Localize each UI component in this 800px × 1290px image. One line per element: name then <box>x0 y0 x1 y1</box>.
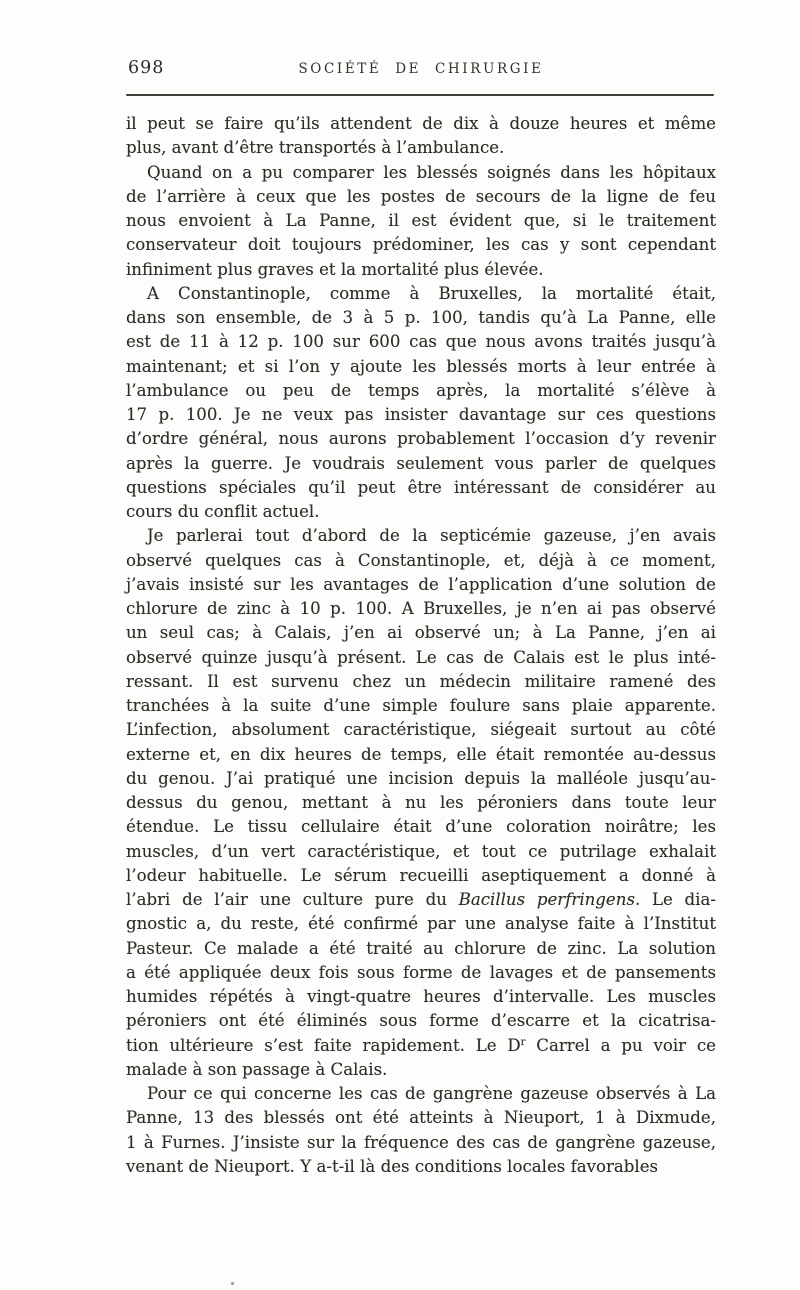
text-line: infiniment plus graves et la mortalité plus élevée. <box>126 259 544 279</box>
paragraph <box>126 1082 716 1179</box>
text-line: tion ultérieure s’est faite rapidement. Le $D^r$ Carrel a pu voir ce <box>126 1035 716 1055</box>
text-line: Quand on a pu comparer les blessés soignés dans les hôpitaux <box>147 162 716 182</box>
text-line: plus, avant d’être transportés à l’ambulance. <box>126 138 505 158</box>
text-line: Pour ce qui concerne les cas de gangrène gazeuse observés à La <box>147 1084 716 1103</box>
page-body <box>126 112 716 1179</box>
running-title: SOCIÉTÉ DE CHIRURGIE <box>298 61 544 77</box>
text-line: du genou. J’ai pratiqué une incision depuis la malléole jusqu’au- <box>126 768 716 788</box>
text-line: 17 p. 100. Je ne veux pas insister davantage sur ces questions <box>126 405 716 424</box>
text-line: externe et, en dix heures de temps, elle était remontée au-dessus <box>126 744 716 764</box>
text-line: Panne, 13 des blessés ont été atteints à Nieuport, 1 à Dixmude, <box>126 1108 716 1128</box>
text-line: A Constantinople, comme à Bruxelles, la mortalité était, <box>147 283 716 303</box>
text-line: chlorure de zinc à 10 p. 100. A Bruxelles, je n’en ai pas observé <box>126 599 716 618</box>
text-line: dessus du genou, mettant à nu les péroniers dans toute leur <box>126 793 716 812</box>
text-line: un seul cas; à Calais, j’en ai observé un; à La Panne, j’en ai <box>126 623 716 643</box>
text-line: l’ambulance ou peu de temps après, la mortalité s’élève à <box>126 380 716 400</box>
text-line: maintenant; et si l’on y ajoute les blessés morts à leur entrée à <box>126 356 716 376</box>
text-line: observé quinze jusqu’à présent. Le cas de Calais est le plus inté- <box>126 647 716 667</box>
paragraph <box>126 524 716 1082</box>
text-line: Je parlerai tout d’abord de la septicémie gazeuse, j’en avais <box>147 526 716 546</box>
text-line: il peut se faire qu’ils attendent de dix à douze heures et même <box>126 114 716 133</box>
page-header <box>126 58 716 80</box>
text-line: dans son ensemble, de 3 à 5 p. 100, tandis qu’à La Panne, elle <box>126 308 716 327</box>
text-line: humides répétés à vingt-quatre heures d’intervalle. Les muscles <box>126 987 716 1006</box>
text-line: malade à son passage à Calais. <box>126 1059 388 1079</box>
page-number: 698 <box>128 58 165 78</box>
paragraph <box>126 161 716 282</box>
text-line: après la guerre. Je voudrais seulement vous parler de quelques <box>126 453 716 473</box>
text-line: L’infection, absolument caractéristique, siégeait surtout au côté <box>126 720 716 740</box>
text-line: de l’arrière à ceux que les postes de secours de la ligne de feu <box>126 186 716 206</box>
text-line: cours du conflit actuel. <box>126 502 320 521</box>
header-rule <box>126 94 714 96</box>
text-line: venant de Nieuport. Y a-t-il là des conditions locales favorables <box>126 1156 659 1176</box>
scan-speck <box>231 1282 234 1285</box>
text-line: muscles, d’un vert caractéristique, et tout ce putrilage exhalait <box>126 841 716 861</box>
text-line: est de 11 à 12 p. 100 sur 600 cas que nous avons traités jusqu’à <box>126 332 716 352</box>
text-line: conservateur doit toujours prédominer, les cas y sont cependant <box>126 235 716 255</box>
text-line: l’odeur habituelle. Le sérum recueilli aseptiquement a donné à <box>126 865 716 885</box>
text-line: gnostic a, du reste, été confirmé par une analyse faite à l’Institut <box>126 914 716 934</box>
text-line: étendue. Le tissu cellulaire était d’une coloration noirâtre; les <box>126 817 716 837</box>
text-line: questions spéciales qu’il peut être intéressant de considérer au <box>126 477 716 497</box>
paragraph <box>126 112 716 161</box>
paragraph <box>126 282 716 525</box>
text-line: 1 à Furnes. J’insiste sur la fréquence des cas de gangrène gazeuse, <box>126 1132 716 1152</box>
text-line: Pasteur. Ce malade a été traité au chlorure de zinc. La solution <box>126 938 716 958</box>
text-line: observé quelques cas à Constantinople, et, déjà à ce moment, <box>126 550 716 570</box>
text-line: ressant. Il est survenu chez un médecin militaire ramené des <box>126 671 716 691</box>
text-line: nous envoient à La Panne, il est évident que, si le traitement <box>126 211 716 230</box>
text-line: a été appliquée deux fois sous forme de lavages et de pansements <box>126 962 716 982</box>
text-line: péroniers ont été éliminés sous forme d’escarre et la cicatrisa- <box>126 1011 716 1031</box>
text-line: tranchées à la suite d’une simple foulure sans plaie apparente. <box>126 696 716 715</box>
text-line: j’avais insisté sur les avantages de l’application d’une solution de <box>126 574 716 594</box>
text-line: d’ordre général, nous aurons probablement l’occasion d’y revenir <box>126 429 716 449</box>
text-line: l’abri de l’air une culture pure du Bacillus perfringens. Le dia- <box>126 890 716 909</box>
